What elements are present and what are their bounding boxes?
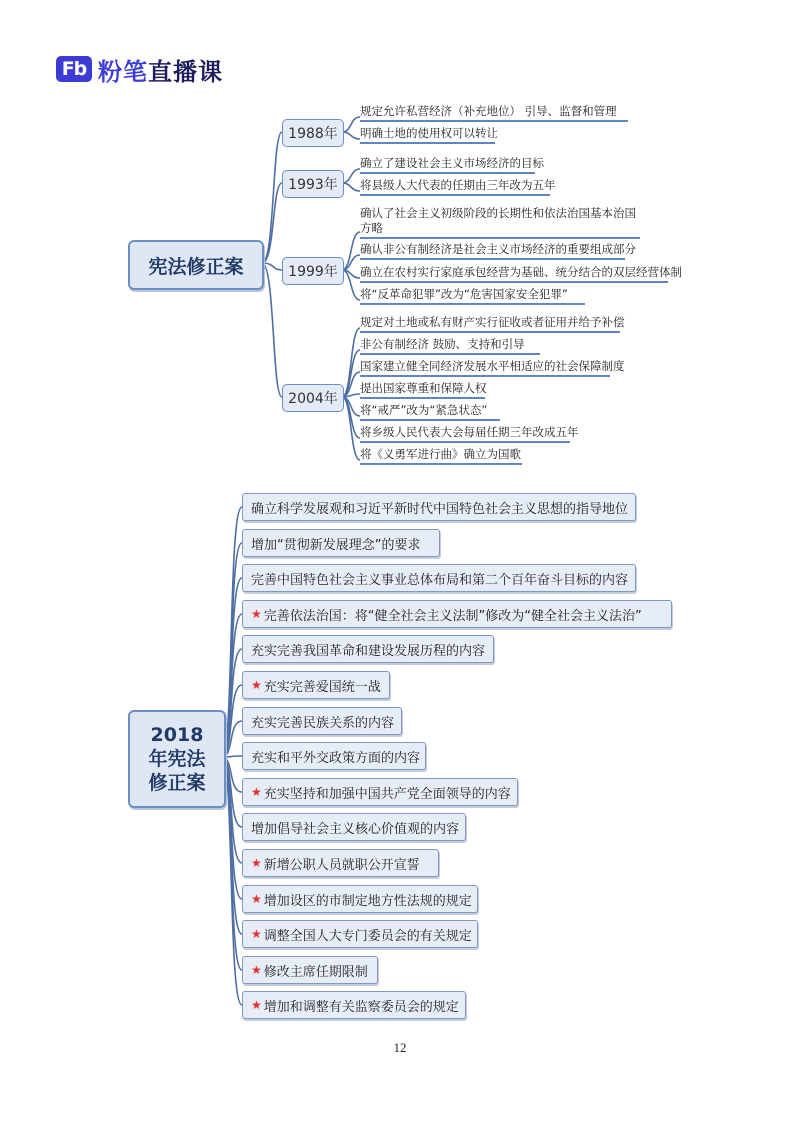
leaf-2004-3: 国家建立健全同经济发展水平相适应的社会保障制度 [360,359,610,377]
year-node-1988: 1988年 [282,119,344,147]
leaf-2004-5: 将“戒严”改为“紧急状态” [360,403,500,421]
map2-item [242,529,440,557]
year-node-1993: 1993年 [282,170,344,198]
map2-item [242,671,390,699]
leaf-2004-1: 规定对土地或私有财产实行征收或者征用并给予补偿 [360,315,620,333]
leaf-1993-1: 确立了建设社会主义市场经济的目标 [360,156,535,174]
map2-item-text: 完善中国特色社会主义事业总体布局和第二个百年奋斗目标的内容 [251,572,629,588]
page-number: 12 [393,1040,407,1055]
leaf-1988-2: 明确土地的使用权可以转让 [360,126,495,144]
map2-item-text: 增加倡导社会主义核心价值观的内容 [251,821,460,837]
map2-root-line-3: 修正案 [148,772,206,794]
leaf-2004-7: 将《义勇军进行曲》确立为国歌 [360,447,522,465]
star-icon: ★ [251,998,262,1012]
map2-item [242,600,672,628]
logo-rest: 直播课 [148,57,223,86]
leaf-1999-2: 确认非公有制经济是社会主义市场经济的重要组成部分 [360,242,625,260]
map2-item [242,635,494,663]
leaf-1988-1: 规定允许私营经济（补充地位） 引导、监督和管理 [360,104,628,122]
logo-mark: Fb [56,56,92,82]
map2-root-line-2: 年宪法 [148,748,206,770]
star-icon: ★ [251,607,262,621]
map2-item-text: 增加“贯彻新发展理念”的要求 [251,537,421,553]
map2-item-text: 充实和平外交政策方面的内容 [251,750,421,766]
map2-item [242,920,478,948]
map2-item-text: 修改主席任期限制 [263,964,368,980]
map2-item-text: 充实完善民族关系的内容 [251,715,395,731]
logo-brand: 粉笔 [98,57,148,86]
map2-item-text: 充实坚持和加强中国共产党全面领导的内容 [263,786,511,802]
leaf-1999-1: 确认了社会主义初级阶段的长期性和依法治国基本治国方略 [360,206,640,239]
map2-item [242,742,426,770]
map2-item [242,564,636,592]
map2-item-text: 完善依法治国：将“健全社会主义法制”修改为“健全社会主义法治” [263,608,642,624]
star-icon: ★ [251,927,262,941]
star-icon: ★ [251,678,262,692]
star-icon: ★ [251,785,262,799]
leaf-2004-6: 将乡级人民代表大会每届任期三年改成五年 [360,425,570,443]
map2-item [242,849,439,877]
map2-item-text: 增加和调整有关监察委员会的规定 [263,999,459,1015]
leaf-2004-4: 提出国家尊重和保障人权 [360,381,485,399]
leaf-2004-2: 非公有制经济 鼓励、支持和引导 [360,337,540,355]
map2-item [242,813,466,841]
map2-item-text: 调整全国人大专门委员会的有关规定 [263,928,472,944]
leaf-1993-2: 将县级人大代表的任期由三年改为五年 [360,178,550,196]
map2-item [242,778,518,806]
map2-item [242,991,466,1019]
map2-root [128,710,226,808]
map2-item-text: 充实完善爱国统一战 [263,679,381,695]
map2-item-text: 新增公职人员就职公开宣誓 [263,857,420,873]
year-node-1999: 1999年 [282,257,344,285]
leaf-1999-4: 将“反革命犯罪”改为“危害国家安全犯罪” [360,287,585,305]
leaf-1999-3: 确立在农村实行家庭承包经营为基础、统分结合的双层经营体制 [360,265,668,283]
map2-item [242,493,636,521]
star-icon: ★ [251,856,262,870]
star-icon: ★ [251,963,262,977]
map2-item [242,885,478,913]
map2-item-text: 增加设区的市制定地方性法规的规定 [263,893,472,909]
map1-root: 宪法修正案 [128,240,264,290]
map2-root-line-1: 2018 [150,724,204,746]
map2-item-text: 充实完善我国革命和建设发展历程的内容 [251,643,486,659]
map2-item [242,707,402,735]
map2-item-text: 确立科学发展观和习近平新时代中国特色社会主义思想的指导地位 [251,501,629,517]
star-icon: ★ [251,892,262,906]
map2-item [242,956,378,984]
year-node-2004: 2004年 [282,384,344,412]
